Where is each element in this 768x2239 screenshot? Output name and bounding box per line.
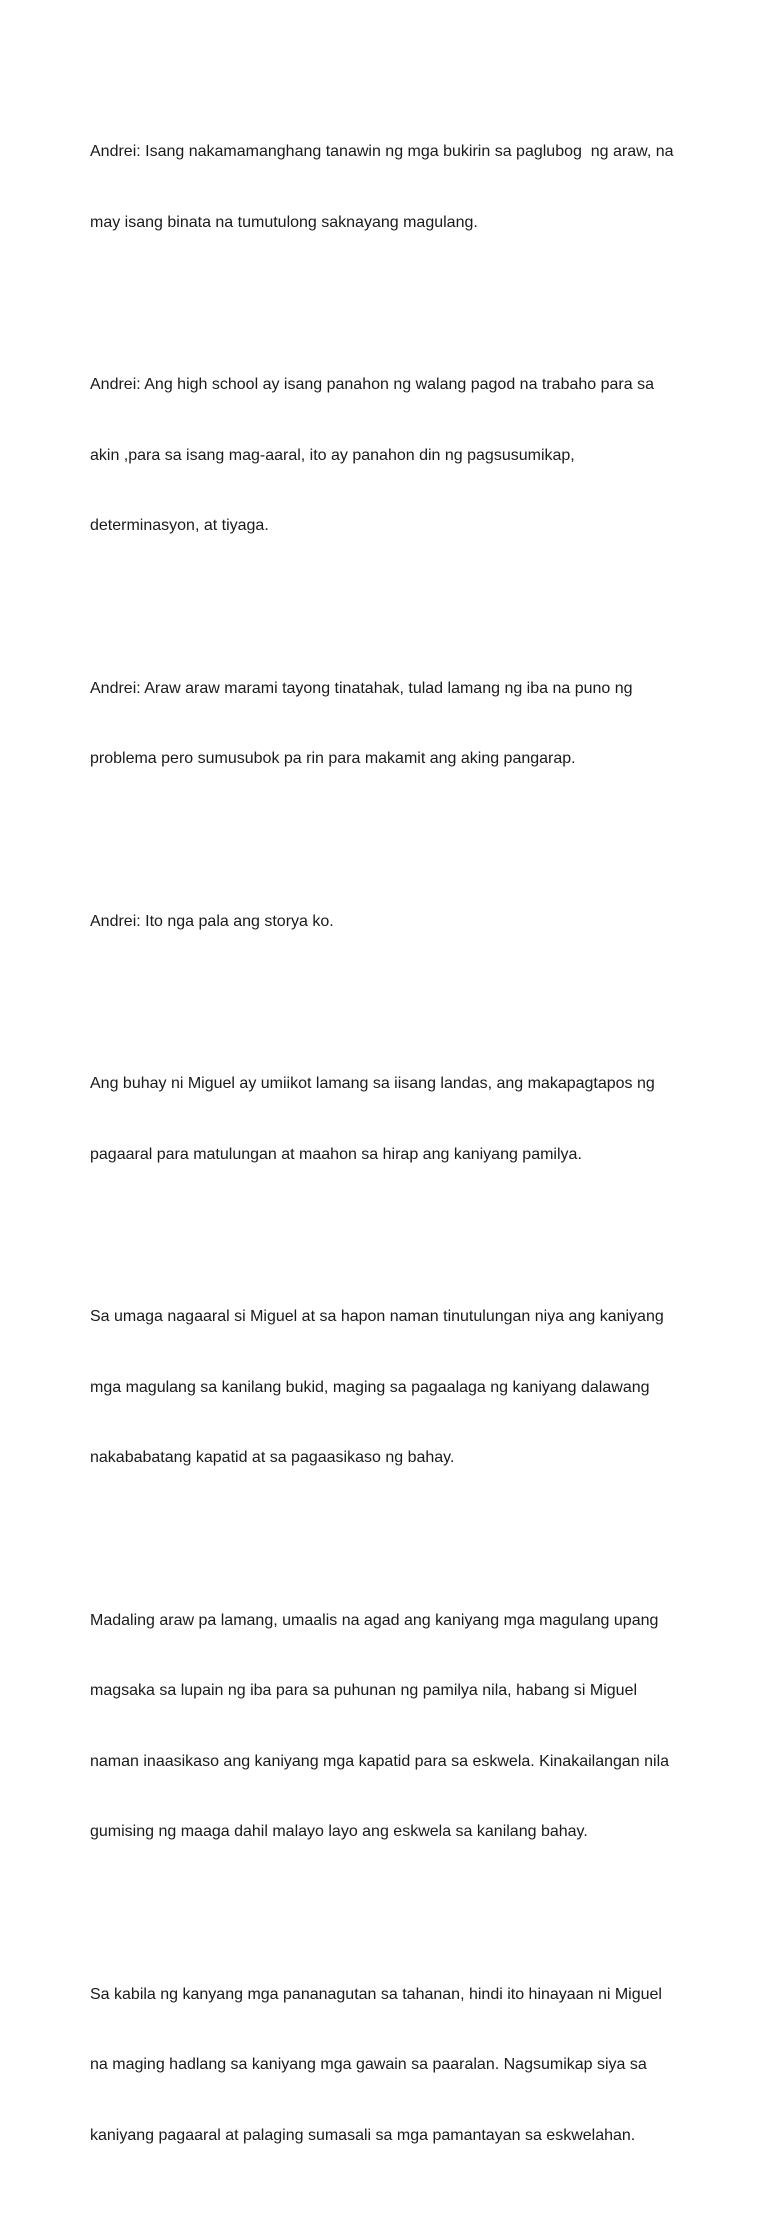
document-body [90, 93, 680, 2239]
paragraph-2 [90, 326, 680, 585]
text-line: magsaka sa lupain ng iba para sa puhunan ng pamilya nila, habang si Miguel [90, 1682, 638, 1699]
paragraph-7 [90, 1562, 680, 1891]
text-line: kaniyang pagaaral at palaging sumasali sa mga pamantayan sa eskwelahan. [90, 2126, 636, 2144]
text-line: Sa kabila ng kanyang mga pananagutan sa tahanan, hindi ito hinayaan ni Miguel [90, 1985, 662, 2003]
text-line: gumising ng maaga dahil malayo layo ang eskwela sa kanilang bahay. [90, 1823, 588, 1840]
paragraph-3 [90, 630, 680, 818]
text-line: Madaling araw pa lamang, umaalis na agad ang kaniyang mga magulang upang [90, 1611, 659, 1629]
paragraph-8 [90, 1936, 680, 2195]
text-line: akin ,para sa isang mag-aaral, ito ay panahon din ng pagsusumikap, [90, 446, 575, 464]
text-line: problema pero sumusubok pa rin para makamit ang aking pangarap. [90, 750, 576, 767]
text-line: Sa umaga nagaaral si Miguel at sa hapon naman tinutulungan niya ang kaniyang [90, 1308, 664, 1325]
text-line: naman inaasikaso ang kaniyang mga kapatid para sa eskwela. Kinakailangan nila [90, 1752, 670, 1770]
text-line: determinasyon, at tiyaga. [90, 517, 269, 534]
text-line: Andrei: Araw araw marami tayong tinatahak, tulad lamang ng iba na puno ng [90, 679, 633, 697]
paragraph-6 [90, 1258, 680, 1517]
text-line: mga magulang sa kanilang bukid, maging sa pagaalaga ng kaniyang dalawang [90, 1378, 650, 1396]
text-line: Andrei: Isang nakamamanghang tanawin ng mga bukirin sa paglubog ng araw, na [90, 143, 674, 160]
text-line: Andrei: Ito nga pala ang storya ko. [90, 912, 334, 930]
text-line: Ang buhay ni Miguel ay umiikot lamang sa iisang landas, ang makapagtapos ng [90, 1075, 655, 1092]
paragraph-4 [90, 863, 680, 981]
paragraph-1 [90, 93, 680, 281]
text-line: may isang binata na tumutulong saknayang magulang. [90, 213, 478, 231]
text-line: pagaaral para matulungan at maahon sa hirap ang kaniyang pamilya. [90, 1145, 582, 1163]
paragraph-5 [90, 1025, 680, 1213]
text-line: na maging hadlang sa kaniyang mga gawain sa paaralan. Nagsumikap siya sa [90, 2056, 647, 2073]
text-line: Andrei: Ang high school ay isang panahon ng walang pagod na trabaho para sa [90, 376, 654, 393]
text-line: nakababatang kapatid at sa pagaasikaso ng bahay. [90, 1449, 455, 1466]
